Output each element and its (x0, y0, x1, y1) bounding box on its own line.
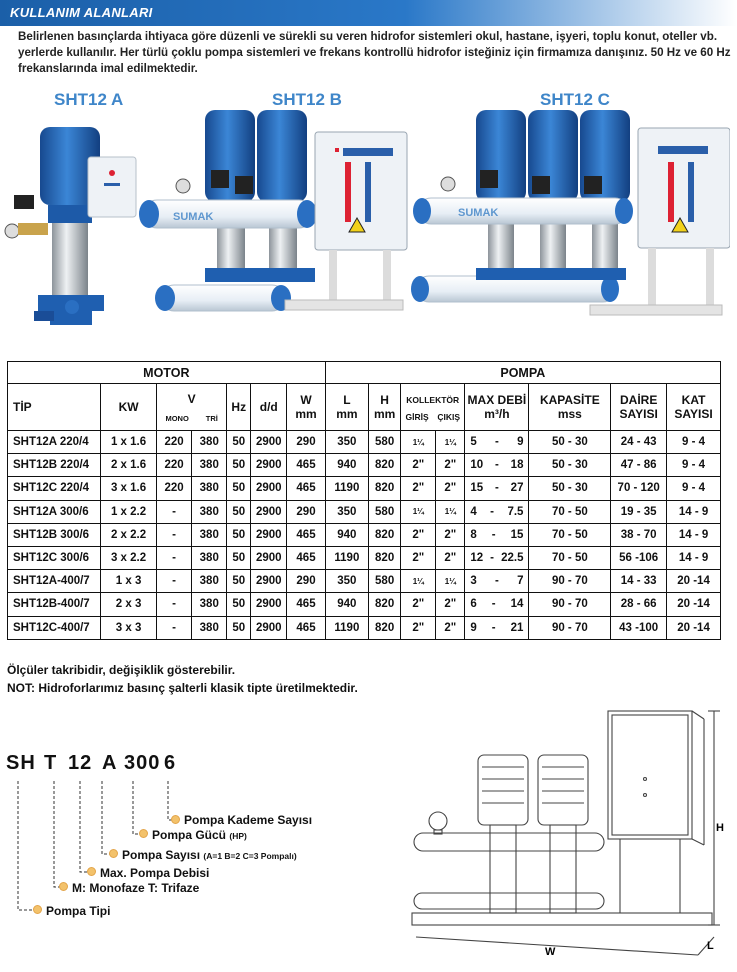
legend-type: Pompa Tipi (46, 904, 111, 918)
debi-separator: - (491, 621, 496, 634)
col-header-l (325, 384, 368, 431)
cell-daire: 38 - 70 (611, 523, 667, 546)
cell-tip: SHT12A 220/4 (8, 431, 101, 454)
cell-giris: 1¼ (401, 570, 436, 593)
cell-kapasite: 70 - 50 (529, 546, 611, 569)
cell-kw: 1 x 3 (101, 570, 157, 593)
cell-l: 350 (325, 570, 368, 593)
col-header-dd: d/d (251, 384, 287, 431)
cell-v-mono: 220 (157, 477, 192, 500)
cell-daire: 70 - 120 (611, 477, 667, 500)
debi-min: 8 (470, 528, 477, 541)
debi-separator: - (494, 436, 499, 449)
cell-cikis: 2" (436, 523, 465, 546)
cell-giris: 1¼ (401, 500, 436, 523)
debi-max: 18 (510, 459, 524, 472)
cell-maxdebi (465, 593, 529, 616)
cell-l: 350 (325, 431, 368, 454)
cell-daire: 43 -100 (611, 616, 667, 639)
cell-kat: 20 -14 (667, 616, 721, 639)
cell-kw: 2 x 3 (101, 593, 157, 616)
table-row (8, 500, 721, 523)
cell-kat: 9 - 4 (667, 454, 721, 477)
col-header-l-unit: mm (336, 407, 358, 421)
cell-tip: SHT12C 300/6 (8, 546, 101, 569)
debi-max: 27 (510, 482, 524, 495)
cell-maxdebi (465, 431, 529, 454)
cell-h: 580 (369, 570, 401, 593)
col-header-daire-label: DAİRE (619, 393, 658, 407)
debi-separator: - (491, 598, 496, 611)
pump-photo-c (410, 100, 730, 345)
code-t: T (44, 752, 58, 774)
col-header-cikis: ÇIKIŞ (437, 412, 460, 422)
cell-giris: 2" (401, 546, 436, 569)
cell-kw: 3 x 2.2 (101, 546, 157, 569)
brand-text-c: SUMAK (458, 207, 499, 219)
code-num: 12 (68, 752, 93, 774)
col-header-l-label: L (343, 393, 351, 407)
cell-kw: 3 x 3 (101, 616, 157, 639)
debi-min: 15 (470, 482, 484, 495)
cell-hz: 50 (227, 431, 251, 454)
cell-giris: 2" (401, 454, 436, 477)
cell-maxdebi (465, 616, 529, 639)
table-row (8, 546, 721, 569)
col-header-daire-label2: SAYISI (619, 407, 658, 421)
cell-cikis: 1¼ (436, 500, 465, 523)
debi-min: 9 (470, 621, 477, 634)
cell-h: 820 (369, 454, 401, 477)
cell-daire: 24 - 43 (611, 431, 667, 454)
cell-dd: 2900 (251, 570, 287, 593)
debi-min: 10 (470, 459, 484, 472)
cell-giris: 2" (401, 616, 436, 639)
cell-kapasite: 50 - 30 (529, 477, 611, 500)
col-header-maxdebi-label: MAX DEBİ (467, 393, 527, 407)
cell-kat: 20 -14 (667, 593, 721, 616)
cell-v-mono: 220 (157, 454, 192, 477)
cell-maxdebi (465, 454, 529, 477)
cell-giris: 1¼ (401, 431, 436, 454)
code-power: 300 (124, 752, 161, 774)
cell-w: 465 (287, 477, 325, 500)
cell-v-mono: - (157, 500, 192, 523)
debi-max: 7 (517, 575, 524, 588)
spec-table-body (8, 431, 721, 640)
cell-maxdebi (465, 546, 529, 569)
debi-min: 4 (470, 505, 477, 518)
col-header-kat-label2: SAYISI (674, 407, 713, 421)
debi-separator: - (494, 575, 499, 588)
cell-dd: 2900 (251, 616, 287, 639)
legend-dot-type (33, 905, 42, 914)
group-header-motor: MOTOR (8, 362, 326, 384)
note-approximate: Ölçüler takribidir, değişiklik gösterebilir. (7, 663, 236, 677)
cell-v-tri: 380 (192, 546, 227, 569)
cell-hz: 50 (227, 500, 251, 523)
cell-l: 1190 (325, 546, 368, 569)
cell-giris: 2" (401, 477, 436, 500)
cell-v-tri: 380 (192, 454, 227, 477)
table-row (8, 454, 721, 477)
cell-kw: 2 x 2.2 (101, 523, 157, 546)
pump-photo-a (0, 115, 150, 345)
legend-power-label: Pompa Gücü (152, 828, 227, 842)
legend-dot-power (139, 829, 148, 838)
cell-v-mono: - (157, 593, 192, 616)
legend-dot-count (109, 849, 118, 858)
debi-min: 6 (470, 598, 477, 611)
cell-kapasite: 90 - 70 (529, 593, 611, 616)
cell-tip: SHT12A 300/6 (8, 500, 101, 523)
cell-maxdebi (465, 523, 529, 546)
cell-v-mono: - (157, 546, 192, 569)
cell-kw: 1 x 1.6 (101, 431, 157, 454)
col-header-daire (611, 384, 667, 431)
cell-cikis: 1¼ (436, 431, 465, 454)
cell-dd: 2900 (251, 477, 287, 500)
table-row (8, 477, 721, 500)
cell-giris: 2" (401, 523, 436, 546)
cell-kat: 14 - 9 (667, 523, 721, 546)
cell-dd: 2900 (251, 454, 287, 477)
cell-tip: SHT12B-400/7 (8, 593, 101, 616)
cell-kapasite: 70 - 50 (529, 523, 611, 546)
legend-phase: M: Monofaze T: Trifaze (72, 881, 200, 895)
spec-table (7, 361, 721, 640)
model-label-b: SHT12 B (272, 90, 342, 109)
cell-w: 290 (287, 431, 325, 454)
cell-hz: 50 (227, 616, 251, 639)
col-header-kat (667, 384, 721, 431)
cell-kapasite: 90 - 70 (529, 570, 611, 593)
cell-giris: 2" (401, 593, 436, 616)
debi-separator: - (494, 482, 499, 495)
code-a: A (102, 752, 118, 774)
cell-v-tri: 380 (192, 570, 227, 593)
group-header-pompa: POMPA (325, 362, 720, 384)
debi-min: 5 (470, 436, 477, 449)
cell-l: 940 (325, 454, 368, 477)
cell-h: 820 (369, 523, 401, 546)
intro-paragraph: Belirlenen basınçlarda ihtiyaca göre düzenli ve sürekli su veren hidrofor sistemleri okul, hastane, işyeri, toplu konut, oteller vb. yerlerde kullanılır. Her türlü çoklu pompa sistemleri ve frekans kontrollü hidrofor isteğiniz için firmamıza danışınız. 50 Hz ve 60 Hz frekanslarında imal edilmektedir. (18, 30, 731, 75)
cell-v-mono: - (157, 523, 192, 546)
col-header-w-unit: mm (295, 407, 317, 421)
cell-h: 820 (369, 477, 401, 500)
debi-separator: - (490, 552, 495, 565)
col-header-hz: Hz (227, 384, 251, 431)
cell-w: 290 (287, 500, 325, 523)
legend-dot-phase (59, 882, 68, 891)
debi-max: 14 (510, 598, 524, 611)
debi-separator: - (494, 459, 499, 472)
col-header-maxdebi (465, 384, 529, 431)
cell-l: 940 (325, 593, 368, 616)
legend-count-detail: (A=1 B=2 C=3 Pompalı) (203, 851, 297, 861)
cell-tip: SHT12C-400/7 (8, 616, 101, 639)
cell-w: 465 (287, 523, 325, 546)
cell-w: 465 (287, 546, 325, 569)
cell-hz: 50 (227, 454, 251, 477)
legend-count-label: Pompa Sayısı (122, 848, 201, 862)
cell-dd: 2900 (251, 431, 287, 454)
col-header-kat-label: KAT (681, 393, 706, 407)
cell-w: 465 (287, 454, 325, 477)
cell-kapasite: 50 - 30 (529, 431, 611, 454)
col-header-w-label: W (300, 393, 312, 407)
cell-dd: 2900 (251, 593, 287, 616)
col-header-h-label: H (380, 393, 389, 407)
dim-w: W (545, 946, 556, 958)
cell-daire: 28 - 66 (611, 593, 667, 616)
cell-kat: 20 -14 (667, 570, 721, 593)
debi-separator: - (491, 528, 496, 541)
legend-flow: Max. Pompa Debisi (100, 866, 210, 880)
cell-h: 820 (369, 546, 401, 569)
legend-power-unit: (HP) (229, 831, 247, 841)
cell-v-tri: 380 (192, 616, 227, 639)
legend-count (122, 848, 297, 862)
cell-l: 1190 (325, 616, 368, 639)
technical-drawing (408, 705, 733, 967)
col-header-h (369, 384, 401, 431)
cell-cikis: 2" (436, 454, 465, 477)
cell-kat: 14 - 9 (667, 500, 721, 523)
col-header-kapasite-label: KAPASİTE (539, 393, 600, 407)
table-row (8, 431, 721, 454)
cell-kw: 1 x 2.2 (101, 500, 157, 523)
col-header-v (157, 384, 227, 431)
cell-cikis: 2" (436, 477, 465, 500)
col-header-kollektor-label: KOLLEKTÖR (406, 395, 460, 405)
cell-w: 290 (287, 570, 325, 593)
cell-hz: 50 (227, 593, 251, 616)
dim-l: L (707, 940, 714, 952)
dim-h: H (716, 822, 724, 834)
debi-separator: - (490, 505, 495, 518)
legend-dot-stage (171, 815, 180, 824)
col-header-h-unit: mm (373, 407, 396, 421)
col-header-v-mono: MONO (165, 413, 189, 423)
cell-v-tri: 380 (192, 477, 227, 500)
cell-tip: SHT12B 300/6 (8, 523, 101, 546)
brand-text-b: SUMAK (173, 211, 214, 223)
pump-photo-b (135, 100, 415, 345)
section-title: KULLANIM ALANLARI (10, 5, 153, 20)
code-stage: 6 (164, 752, 177, 774)
cell-daire: 47 - 86 (611, 454, 667, 477)
table-row (8, 523, 721, 546)
col-header-kollektor (401, 384, 465, 431)
col-header-giris: GİRİŞ (405, 412, 429, 422)
col-header-tip: TİP (8, 384, 101, 431)
col-header-w (287, 384, 325, 431)
cell-daire: 19 - 35 (611, 500, 667, 523)
cell-hz: 50 (227, 570, 251, 593)
col-header-kapasite-unit: mss (557, 407, 582, 421)
debi-max: 7.5 (507, 505, 524, 518)
col-header-kapasite (529, 384, 611, 431)
cell-maxdebi (465, 477, 529, 500)
cell-kapasite: 70 - 50 (529, 500, 611, 523)
cell-h: 820 (369, 593, 401, 616)
col-header-v-tri: TRİ (205, 413, 218, 423)
debi-max: 9 (517, 436, 524, 449)
cell-h: 580 (369, 431, 401, 454)
table-row (8, 616, 721, 639)
cell-l: 940 (325, 523, 368, 546)
cell-tip: SHT12B 220/4 (8, 454, 101, 477)
cell-v-tri: 380 (192, 593, 227, 616)
cell-h: 820 (369, 616, 401, 639)
code-sh: SH (6, 752, 36, 774)
cell-kapasite: 50 - 30 (529, 454, 611, 477)
model-label-a: SHT12 A (54, 90, 124, 109)
cell-maxdebi (465, 500, 529, 523)
cell-kat: 9 - 4 (667, 477, 721, 500)
cell-cikis: 2" (436, 546, 465, 569)
cell-hz: 50 (227, 523, 251, 546)
cell-daire: 56 -106 (611, 546, 667, 569)
cell-maxdebi (465, 570, 529, 593)
cell-hz: 50 (227, 477, 251, 500)
cell-hz: 50 (227, 546, 251, 569)
legend-dot-flow (87, 867, 96, 876)
cell-v-tri: 380 (192, 431, 227, 454)
cell-h: 580 (369, 500, 401, 523)
cell-cikis: 2" (436, 593, 465, 616)
cell-v-mono: 220 (157, 431, 192, 454)
cell-kat: 14 - 9 (667, 546, 721, 569)
cell-v-mono: - (157, 570, 192, 593)
debi-min: 3 (470, 575, 477, 588)
cell-w: 465 (287, 593, 325, 616)
cell-kat: 9 - 4 (667, 431, 721, 454)
cell-cikis: 1¼ (436, 570, 465, 593)
debi-max: 22.5 (501, 552, 524, 565)
legend-power (152, 828, 247, 842)
cell-kw: 2 x 1.6 (101, 454, 157, 477)
col-header-kw: KW (101, 384, 157, 431)
cell-kw: 3 x 1.6 (101, 477, 157, 500)
table-row (8, 570, 721, 593)
note-pressure-switch: NOT: Hidroforlarımız basınç şalterli klasik tipte üretilmektedir. (7, 681, 358, 695)
cell-v-mono: - (157, 616, 192, 639)
debi-max: 15 (510, 528, 524, 541)
table-row (8, 593, 721, 616)
cell-v-tri: 380 (192, 523, 227, 546)
cell-kapasite: 90 - 70 (529, 616, 611, 639)
cell-dd: 2900 (251, 500, 287, 523)
debi-max: 21 (510, 621, 524, 634)
col-header-v-label: V (187, 391, 196, 406)
cell-dd: 2900 (251, 523, 287, 546)
cell-v-tri: 380 (192, 500, 227, 523)
cell-cikis: 2" (436, 616, 465, 639)
cell-w: 465 (287, 616, 325, 639)
cell-l: 1190 (325, 477, 368, 500)
section-header-band (0, 0, 737, 26)
cell-l: 350 (325, 500, 368, 523)
model-label-c: SHT12 C (540, 90, 610, 109)
col-header-maxdebi-unit: m³/h (484, 407, 510, 421)
cell-dd: 2900 (251, 546, 287, 569)
cell-tip: SHT12C 220/4 (8, 477, 101, 500)
cell-daire: 14 - 33 (611, 570, 667, 593)
legend-stage: Pompa Kademe Sayısı (184, 813, 313, 827)
cell-tip: SHT12A-400/7 (8, 570, 101, 593)
debi-min: 12 (470, 552, 484, 565)
